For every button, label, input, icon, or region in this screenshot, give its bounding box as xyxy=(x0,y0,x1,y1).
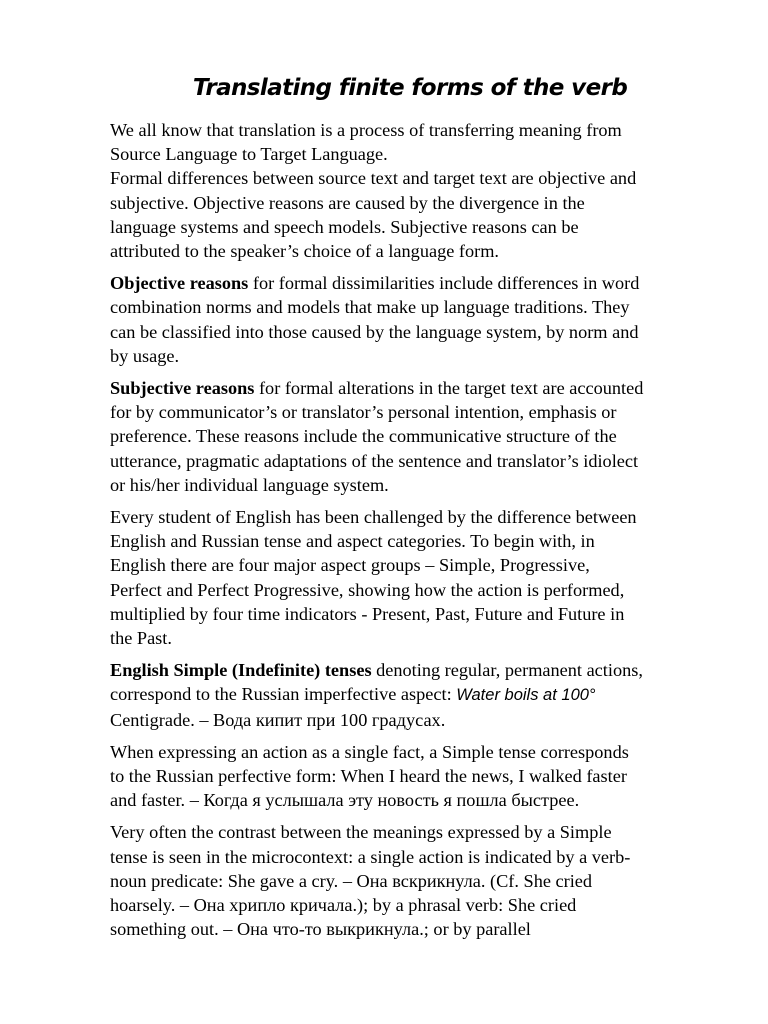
text-line: English and Russian tense and aspect categories. To begin with, in xyxy=(110,531,595,552)
text-line: tense is seen in the microcontext: a single action is indicated by a verb- xyxy=(110,846,631,867)
text-line: by usage. xyxy=(110,345,180,366)
text-run: denoting regular, permanent actions, xyxy=(371,660,643,681)
text-line xyxy=(110,682,722,707)
text-line: Centigrade. – Вода кипит при 100 градусах. xyxy=(110,709,446,730)
text-line: language systems and speech models. Subjective reasons can be xyxy=(110,216,579,237)
text-line: Every student of English has been challenged by the difference between xyxy=(110,507,637,528)
paragraph-subjective-reasons xyxy=(110,376,722,497)
text-line xyxy=(110,271,722,295)
text-line: to the Russian perfective form: When I heard the news, I walked faster xyxy=(110,766,627,787)
paragraph-intro xyxy=(110,118,722,263)
paragraph-tense-aspect xyxy=(110,505,722,650)
text-line: hoarsely. – Она хрипло кричала.); by a phrasal verb: She cried xyxy=(110,895,577,916)
text-line: utterance, pragmatic adaptations of the sentence and translator’s idiolect xyxy=(110,450,639,471)
paragraph-microcontext xyxy=(110,820,722,941)
text-line xyxy=(110,658,722,682)
text-line: can be classified into those caused by the language system, by norm and xyxy=(110,321,639,342)
text-line: and faster. – Когда я услышала эту новость я пошла быстрее. xyxy=(110,790,580,811)
text-run: for formal alterations in the target text are accounted xyxy=(254,378,644,399)
text-line: something out. – Она что-то выкрикнула.; or by parallel xyxy=(110,919,531,940)
paragraph-single-fact xyxy=(110,740,722,813)
text-line: the Past. xyxy=(110,628,172,649)
text-line: or his/her individual language system. xyxy=(110,474,389,495)
italic-example: Water boils at 100° xyxy=(456,686,596,705)
text-line: When expressing an action as a single fact, a Simple tense corresponds xyxy=(110,741,629,762)
bold-term: English Simple (Indefinite) tenses xyxy=(110,660,372,681)
text-run: for formal dissimilarities include differences in word xyxy=(248,273,640,294)
text-line xyxy=(110,376,722,400)
text-line: preference. These reasons include the communicative structure of the xyxy=(110,426,617,447)
text-line: subjective. Objective reasons are caused by the divergence in the xyxy=(110,192,585,213)
text-line: combination norms and models that make up language traditions. They xyxy=(110,297,630,318)
paragraph-simple-tenses xyxy=(110,658,722,732)
bold-term: Subjective reasons xyxy=(110,378,255,399)
text-line: Perfect and Perfect Progressive, showing how the action is performed, xyxy=(110,579,625,600)
text-line: Very often the contrast between the meanings expressed by a Simple xyxy=(110,822,612,843)
text-line: attributed to the speaker’s choice of a language form. xyxy=(110,241,500,262)
text-line: multiplied by four time indicators - Present, Past, Future and Future in xyxy=(110,603,625,624)
text-line: Formal differences between source text and target text are objective and xyxy=(110,168,637,189)
text-line: for by communicator’s or translator’s personal intention, emphasis or xyxy=(110,402,617,423)
text-line: Source Language to Target Language. xyxy=(110,144,388,165)
text-line: We all know that translation is a process of transferring meaning from xyxy=(110,120,622,140)
text-run: correspond to the Russian imperfective aspect: xyxy=(110,684,457,705)
text-line: English there are four major aspect groups – Simple, Progressive, xyxy=(110,555,590,576)
paragraph-objective-reasons xyxy=(110,271,722,368)
bold-term: Objective reasons xyxy=(110,273,249,294)
document-body xyxy=(110,118,722,950)
text-line: noun predicate: She gave a cry. – Она вскрикнула. (Cf. She cried xyxy=(110,870,593,891)
document-title: Translating finite forms of the verb xyxy=(192,75,628,101)
